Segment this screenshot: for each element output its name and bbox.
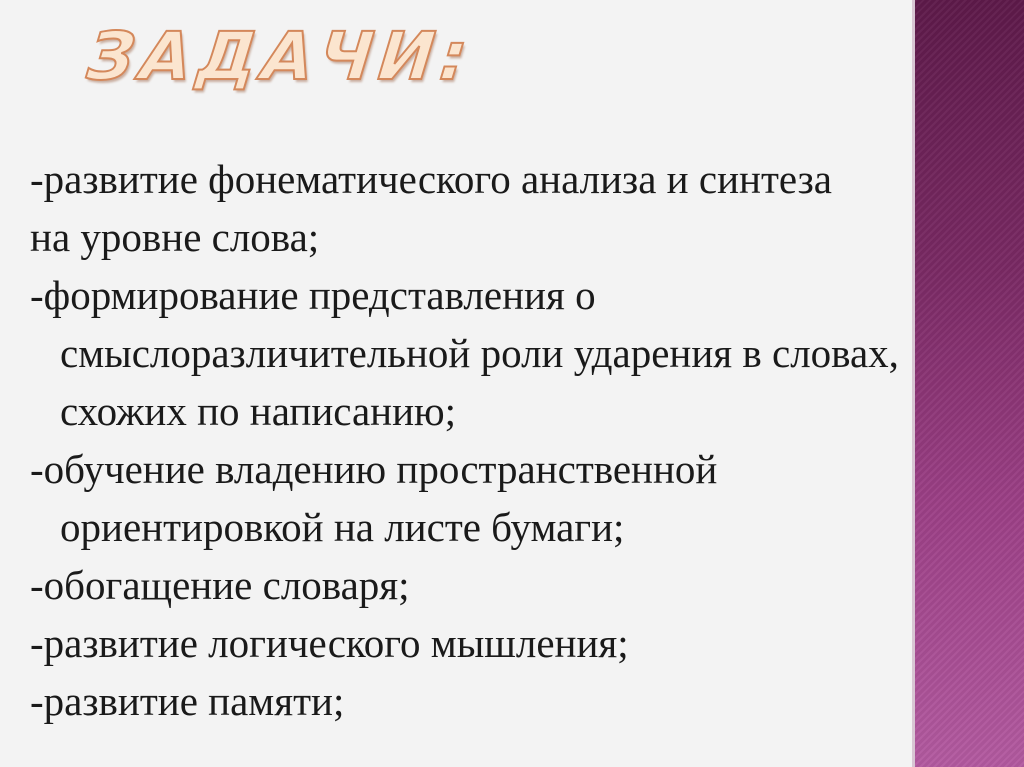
list-item-line: -обучение владению пространственной: [30, 446, 718, 492]
list-item-line: на уровне слова;: [30, 214, 320, 260]
slide-title: ЗАДАЧИ:: [83, 18, 477, 95]
list-item: [30, 440, 1024, 556]
list-item: [30, 614, 1024, 672]
list-item-line: -развитие фонематического анализа и синтеза: [30, 156, 832, 202]
list-item-line: -развитие памяти;: [30, 678, 345, 724]
list-item: [30, 266, 1024, 440]
list-item-line: -обогащение словаря;: [30, 562, 410, 608]
list-item: [30, 556, 1024, 614]
list-item: [30, 150, 1024, 266]
list-item-line: -формирование представления о: [30, 272, 596, 318]
task-list: [30, 150, 1024, 730]
list-item-line: схожих по написанию;: [60, 388, 457, 434]
list-item-line: смыслоразличительной роли ударения в словах,: [60, 330, 899, 376]
list-item-line: -развитие логического мышления;: [30, 620, 629, 666]
list-item-line: ориентировкой на листе бумаги;: [60, 504, 625, 550]
list-item: [30, 672, 1024, 730]
